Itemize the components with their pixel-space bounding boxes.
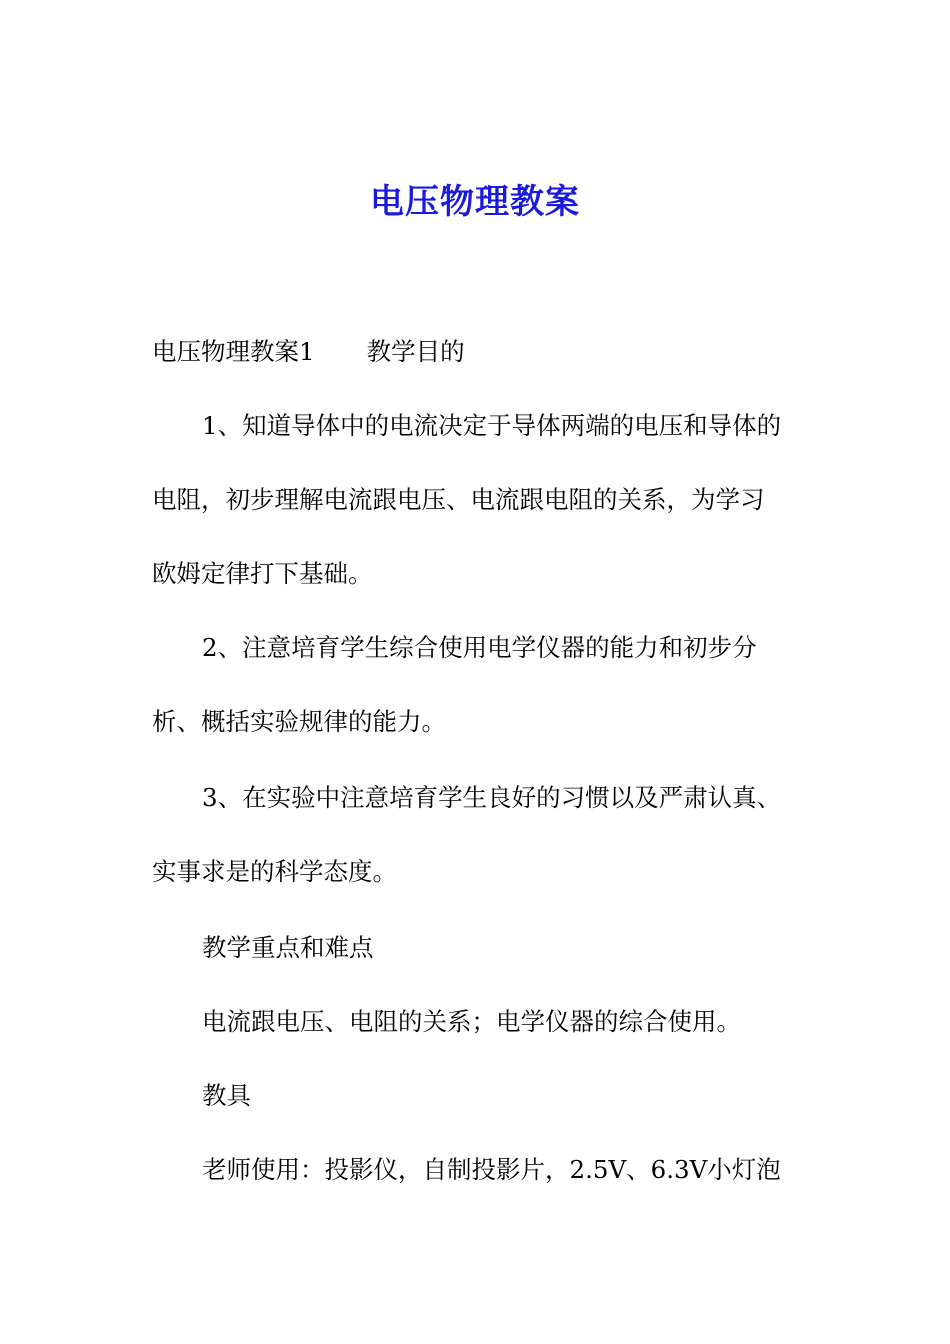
paragraph-line: 3、在实验中注意培育学生良好的习惯以及严肃认真、	[202, 783, 782, 812]
paragraph-line: 电阻，初步理解电流跟电压、电流跟电阻的关系，为学习	[152, 485, 765, 514]
paragraph-line: 欧姆定律打下基础。	[152, 559, 373, 588]
section-heading-line	[152, 334, 465, 370]
subheading-key-points: 教学重点和难点	[202, 933, 374, 962]
paragraph-line: 析、概括实验规律的能力。	[152, 707, 446, 736]
paragraph-line: 电流跟电压、电阻的关系；电学仪器的综合使用。	[202, 1007, 741, 1036]
paragraph-line: 2、注意培育学生综合使用电学仪器的能力和初步分	[202, 633, 757, 662]
section-label: 电压物理教案1	[152, 337, 315, 366]
paragraph-line: 实事求是的科学态度。	[152, 857, 397, 886]
section-heading: 教学目的	[366, 337, 465, 366]
document-title: 电压物理教案	[370, 182, 580, 222]
paragraph-line: 老师使用：投影仪，自制投影片，2.5V、6.3V小灯泡	[202, 1155, 781, 1184]
paragraph-line: 1、知道导体中的电流决定于导体两端的电压和导体的	[202, 411, 782, 440]
subheading-teaching-aids: 教具	[202, 1081, 251, 1110]
